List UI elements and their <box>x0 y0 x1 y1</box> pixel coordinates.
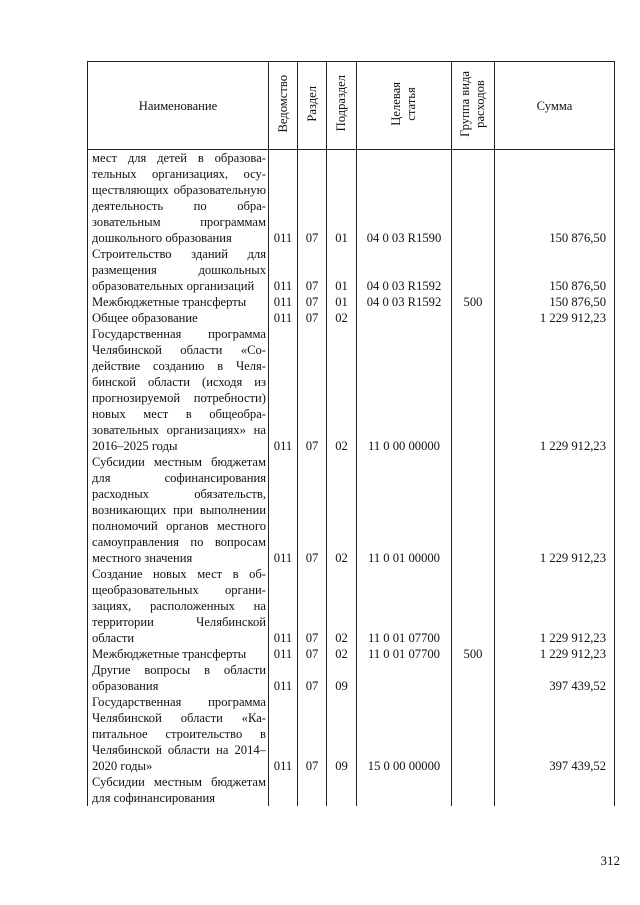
table-row <box>88 774 615 806</box>
cell-name: Другие вопросы в области образования <box>88 662 269 694</box>
cell-department: 011 <box>269 662 298 694</box>
header-target-article: Целевая статья <box>357 62 452 150</box>
cell-expense-group <box>452 694 495 774</box>
cell-expense-group <box>452 326 495 454</box>
table-body <box>88 150 615 807</box>
cell-section: 07 <box>298 246 327 294</box>
cell-target-article: 11 0 00 00000 <box>357 326 452 454</box>
cell-expense-group <box>452 662 495 694</box>
cell-department: 011 <box>269 246 298 294</box>
table-row <box>88 246 615 294</box>
cell-name: Межбюджетные трансферты <box>88 646 269 662</box>
cell-expense-group <box>452 150 495 247</box>
cell-amount: 1 229 912,23 <box>495 646 615 662</box>
cell-section: 07 <box>298 454 327 566</box>
cell-target-article: 04 0 03 R1592 <box>357 246 452 294</box>
cell-expense-group <box>452 246 495 294</box>
cell-target-article <box>357 310 452 326</box>
cell-name: Государственная программа Челябинской области «Капитальное строительство в Челябинской области на 2014–2020 годы» <box>88 694 269 774</box>
table-row <box>88 566 615 646</box>
table-row <box>88 646 615 662</box>
cell-section: 07 <box>298 150 327 247</box>
header-department: Ведомство <box>269 62 298 150</box>
cell-name: Строительство зданий для размещения дошкольных образовательных организаций <box>88 246 269 294</box>
cell-name: Субсидии местным бюджетам для софинансирования расходных обязательств, возникающих при выполнении полномочий органов местного самоуправления по вопросам местного значения <box>88 454 269 566</box>
budget-table <box>87 61 615 806</box>
cell-amount: 397 439,52 <box>495 694 615 774</box>
cell-amount: 1 229 912,23 <box>495 454 615 566</box>
cell-subsection: 01 <box>327 294 357 310</box>
header-name: Наименование <box>88 62 269 150</box>
cell-name: Государственная программа Челябинской области «Содействие созданию в Челябинской области (исходя из прогнозируемой потребности) новых мест в общеобразовательных организациях» на 2016–2025 годы <box>88 326 269 454</box>
table-row <box>88 294 615 310</box>
cell-department: 011 <box>269 310 298 326</box>
cell-amount: 1 229 912,23 <box>495 310 615 326</box>
cell-name: Создание новых мест в общеобразовательных организациях, расположенных на территории Челябинской области <box>88 566 269 646</box>
header-subsection: Подраздел <box>327 62 357 150</box>
cell-amount: 150 876,50 <box>495 150 615 247</box>
cell-amount <box>495 774 615 806</box>
cell-section: 07 <box>298 694 327 774</box>
header-section: Раздел <box>298 62 327 150</box>
cell-target-article: 15 0 00 00000 <box>357 694 452 774</box>
cell-amount: 150 876,50 <box>495 294 615 310</box>
cell-expense-group: 500 <box>452 646 495 662</box>
budget-table-page <box>87 61 614 839</box>
cell-department: 011 <box>269 150 298 247</box>
table-row <box>88 694 615 774</box>
cell-target-article: 11 0 01 07700 <box>357 566 452 646</box>
cell-section: 07 <box>298 646 327 662</box>
table-row <box>88 326 615 454</box>
cell-expense-group <box>452 774 495 806</box>
cell-department: 011 <box>269 294 298 310</box>
cell-section: 07 <box>298 326 327 454</box>
cell-expense-group <box>452 566 495 646</box>
table-row <box>88 662 615 694</box>
cell-target-article <box>357 662 452 694</box>
cell-department: 011 <box>269 454 298 566</box>
cell-amount: 150 876,50 <box>495 246 615 294</box>
table-row <box>88 310 615 326</box>
cell-section: 07 <box>298 294 327 310</box>
page-number: 312 <box>600 853 620 868</box>
header-expense-group: Группа вида расходов <box>452 62 495 150</box>
header-amount: Сумма <box>495 62 615 150</box>
cell-name: Субсидии местным бюджетам для софинансирования <box>88 774 269 806</box>
table-header-row <box>88 62 615 150</box>
cell-section: 07 <box>298 566 327 646</box>
cell-amount: 1 229 912,23 <box>495 326 615 454</box>
cell-subsection: 02 <box>327 566 357 646</box>
cell-section: 07 <box>298 310 327 326</box>
cell-subsection: 02 <box>327 326 357 454</box>
table-row <box>88 150 615 247</box>
cell-name: Межбюджетные трансферты <box>88 294 269 310</box>
cell-section: 07 <box>298 662 327 694</box>
cell-subsection <box>327 774 357 806</box>
cell-amount: 397 439,52 <box>495 662 615 694</box>
cell-subsection: 01 <box>327 246 357 294</box>
cell-target-article: 04 0 03 R1590 <box>357 150 452 247</box>
cell-subsection: 02 <box>327 310 357 326</box>
cell-department <box>269 774 298 806</box>
cell-amount: 1 229 912,23 <box>495 566 615 646</box>
cell-department: 011 <box>269 566 298 646</box>
cell-name: Общее образование <box>88 310 269 326</box>
cell-name: мест для детей в образовательных организациях, осуществляющих образовательную деятельность по образовательным программам дошкольного образования <box>88 150 269 247</box>
cell-subsection: 09 <box>327 694 357 774</box>
cell-expense-group <box>452 454 495 566</box>
cell-department: 011 <box>269 646 298 662</box>
cell-target-article: 04 0 03 R1592 <box>357 294 452 310</box>
cell-subsection: 01 <box>327 150 357 247</box>
cell-subsection: 02 <box>327 646 357 662</box>
cell-subsection: 09 <box>327 662 357 694</box>
cell-expense-group <box>452 310 495 326</box>
cell-subsection: 02 <box>327 454 357 566</box>
cell-department: 011 <box>269 326 298 454</box>
cell-target-article <box>357 774 452 806</box>
cell-target-article: 11 0 01 07700 <box>357 646 452 662</box>
table-row <box>88 454 615 566</box>
cell-department: 011 <box>269 694 298 774</box>
cell-expense-group: 500 <box>452 294 495 310</box>
cell-target-article: 11 0 01 00000 <box>357 454 452 566</box>
cell-section <box>298 774 327 806</box>
